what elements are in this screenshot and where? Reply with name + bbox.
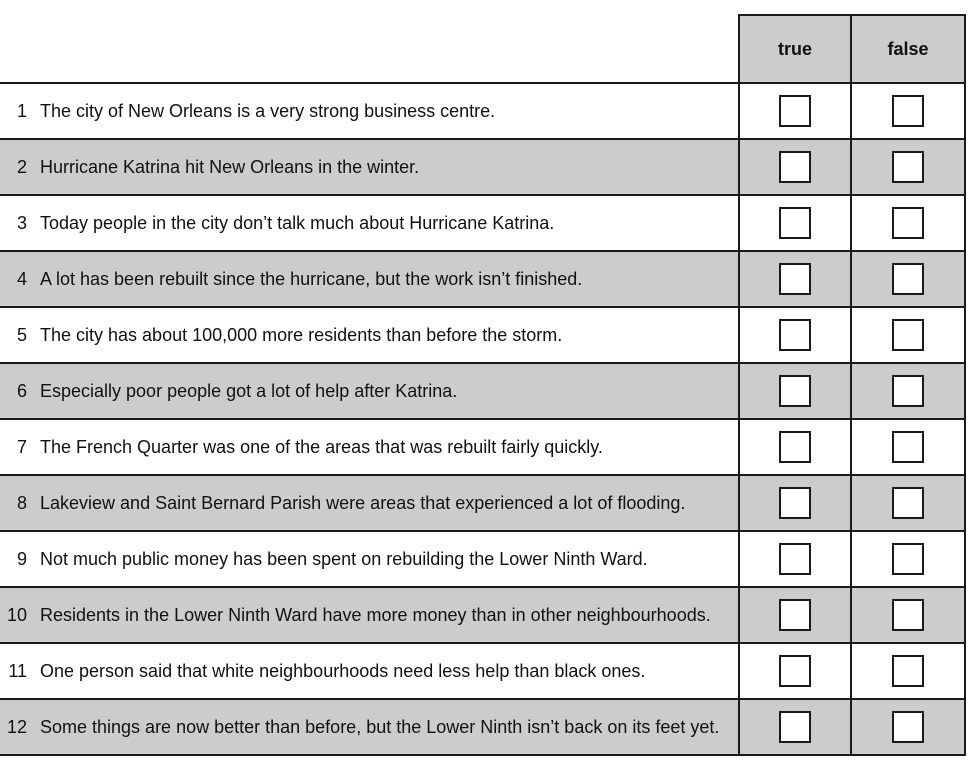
false-checkbox[interactable] bbox=[892, 431, 924, 463]
false-checkbox[interactable] bbox=[892, 543, 924, 575]
true-false-table bbox=[0, 14, 966, 756]
false-checkbox[interactable] bbox=[892, 263, 924, 295]
statement-text: Not much public money has been spent on rebuilding the Lower Ninth Ward. bbox=[40, 548, 648, 569]
false-cell bbox=[851, 643, 965, 699]
statement-number: 4 bbox=[16, 268, 27, 289]
statement-row bbox=[0, 83, 965, 139]
statement-number: 5 bbox=[16, 324, 27, 345]
false-checkbox[interactable] bbox=[892, 655, 924, 687]
statement-row bbox=[0, 531, 965, 587]
statement-text: A lot has been rebuilt since the hurricane, but the work isn’t finished. bbox=[40, 268, 583, 289]
statement-text: One person said that white neighbourhoods need less help than black ones. bbox=[40, 660, 646, 681]
true-checkbox[interactable] bbox=[779, 487, 811, 519]
statement-row bbox=[0, 643, 965, 699]
statement-number: 11 bbox=[8, 660, 27, 681]
statement-cell bbox=[0, 699, 739, 755]
statement-text: The city of New Orleans is a very strong business centre. bbox=[40, 100, 496, 121]
header-blank-cell bbox=[0, 15, 739, 83]
statement-number: 7 bbox=[16, 436, 27, 457]
statement-row bbox=[0, 195, 965, 251]
false-cell bbox=[851, 419, 965, 475]
true-cell bbox=[739, 83, 851, 139]
statement-text: Some things are now better than before, but the Lower Ninth isn’t back on its feet yet. bbox=[40, 716, 720, 737]
statement-cell bbox=[0, 531, 739, 587]
true-cell bbox=[739, 251, 851, 307]
true-checkbox[interactable] bbox=[779, 95, 811, 127]
statement-row bbox=[0, 307, 965, 363]
true-cell bbox=[739, 419, 851, 475]
statement-text: The city has about 100,000 more residents than before the storm. bbox=[40, 324, 563, 345]
statement-row bbox=[0, 475, 965, 531]
statement-row bbox=[0, 699, 965, 755]
false-cell bbox=[851, 307, 965, 363]
false-cell bbox=[851, 531, 965, 587]
statement-row bbox=[0, 139, 965, 195]
statement-number: 12 bbox=[6, 716, 27, 737]
true-checkbox[interactable] bbox=[779, 711, 811, 743]
statement-number: 1 bbox=[16, 100, 27, 121]
false-cell bbox=[851, 83, 965, 139]
statement-cell bbox=[0, 419, 739, 475]
statement-cell bbox=[0, 307, 739, 363]
statement-number: 2 bbox=[16, 156, 27, 177]
statement-cell bbox=[0, 139, 739, 195]
true-cell bbox=[739, 475, 851, 531]
true-cell bbox=[739, 139, 851, 195]
statement-cell bbox=[0, 195, 739, 251]
true-column-header: true bbox=[739, 15, 851, 83]
statement-text: Lakeview and Saint Bernard Parish were areas that experienced a lot of flooding. bbox=[40, 492, 686, 513]
false-checkbox[interactable] bbox=[892, 95, 924, 127]
statement-number: 10 bbox=[6, 604, 27, 625]
statement-row bbox=[0, 419, 965, 475]
statement-cell bbox=[0, 643, 739, 699]
false-checkbox[interactable] bbox=[892, 375, 924, 407]
false-cell bbox=[851, 195, 965, 251]
true-checkbox[interactable] bbox=[779, 375, 811, 407]
statement-number: 6 bbox=[16, 380, 27, 401]
true-checkbox[interactable] bbox=[779, 431, 811, 463]
statement-text: Hurricane Katrina hit New Orleans in the winter. bbox=[40, 156, 420, 177]
statement-text: Especially poor people got a lot of help after Katrina. bbox=[40, 380, 458, 401]
true-checkbox[interactable] bbox=[779, 207, 811, 239]
statement-text: Today people in the city don’t talk much about Hurricane Katrina. bbox=[40, 212, 555, 233]
statement-number: 8 bbox=[16, 492, 27, 513]
false-cell bbox=[851, 587, 965, 643]
false-cell bbox=[851, 363, 965, 419]
statement-number: 3 bbox=[16, 212, 27, 233]
false-checkbox[interactable] bbox=[892, 207, 924, 239]
statement-cell bbox=[0, 83, 739, 139]
statement-number: 9 bbox=[16, 548, 27, 569]
false-checkbox[interactable] bbox=[892, 319, 924, 351]
false-checkbox[interactable] bbox=[892, 151, 924, 183]
true-checkbox[interactable] bbox=[779, 655, 811, 687]
true-cell bbox=[739, 643, 851, 699]
false-column-header: false bbox=[851, 15, 965, 83]
true-checkbox[interactable] bbox=[779, 319, 811, 351]
true-cell bbox=[739, 699, 851, 755]
false-checkbox[interactable] bbox=[892, 711, 924, 743]
false-checkbox[interactable] bbox=[892, 599, 924, 631]
true-checkbox[interactable] bbox=[779, 599, 811, 631]
true-cell bbox=[739, 363, 851, 419]
statement-cell bbox=[0, 251, 739, 307]
statement-row bbox=[0, 251, 965, 307]
false-cell bbox=[851, 139, 965, 195]
header-row bbox=[0, 15, 965, 83]
false-cell bbox=[851, 699, 965, 755]
true-cell bbox=[739, 195, 851, 251]
statement-cell bbox=[0, 475, 739, 531]
statement-row bbox=[0, 587, 965, 643]
statement-text: Residents in the Lower Ninth Ward have more money than in other neighbourhoods. bbox=[40, 604, 711, 625]
true-checkbox[interactable] bbox=[779, 263, 811, 295]
statement-text: The French Quarter was one of the areas that was rebuilt fairly quickly. bbox=[40, 436, 603, 457]
false-checkbox[interactable] bbox=[892, 487, 924, 519]
true-cell bbox=[739, 307, 851, 363]
false-cell bbox=[851, 251, 965, 307]
statement-row bbox=[0, 363, 965, 419]
statement-cell bbox=[0, 587, 739, 643]
true-cell bbox=[739, 587, 851, 643]
true-cell bbox=[739, 531, 851, 587]
true-checkbox[interactable] bbox=[779, 151, 811, 183]
false-cell bbox=[851, 475, 965, 531]
true-checkbox[interactable] bbox=[779, 543, 811, 575]
statement-cell bbox=[0, 363, 739, 419]
